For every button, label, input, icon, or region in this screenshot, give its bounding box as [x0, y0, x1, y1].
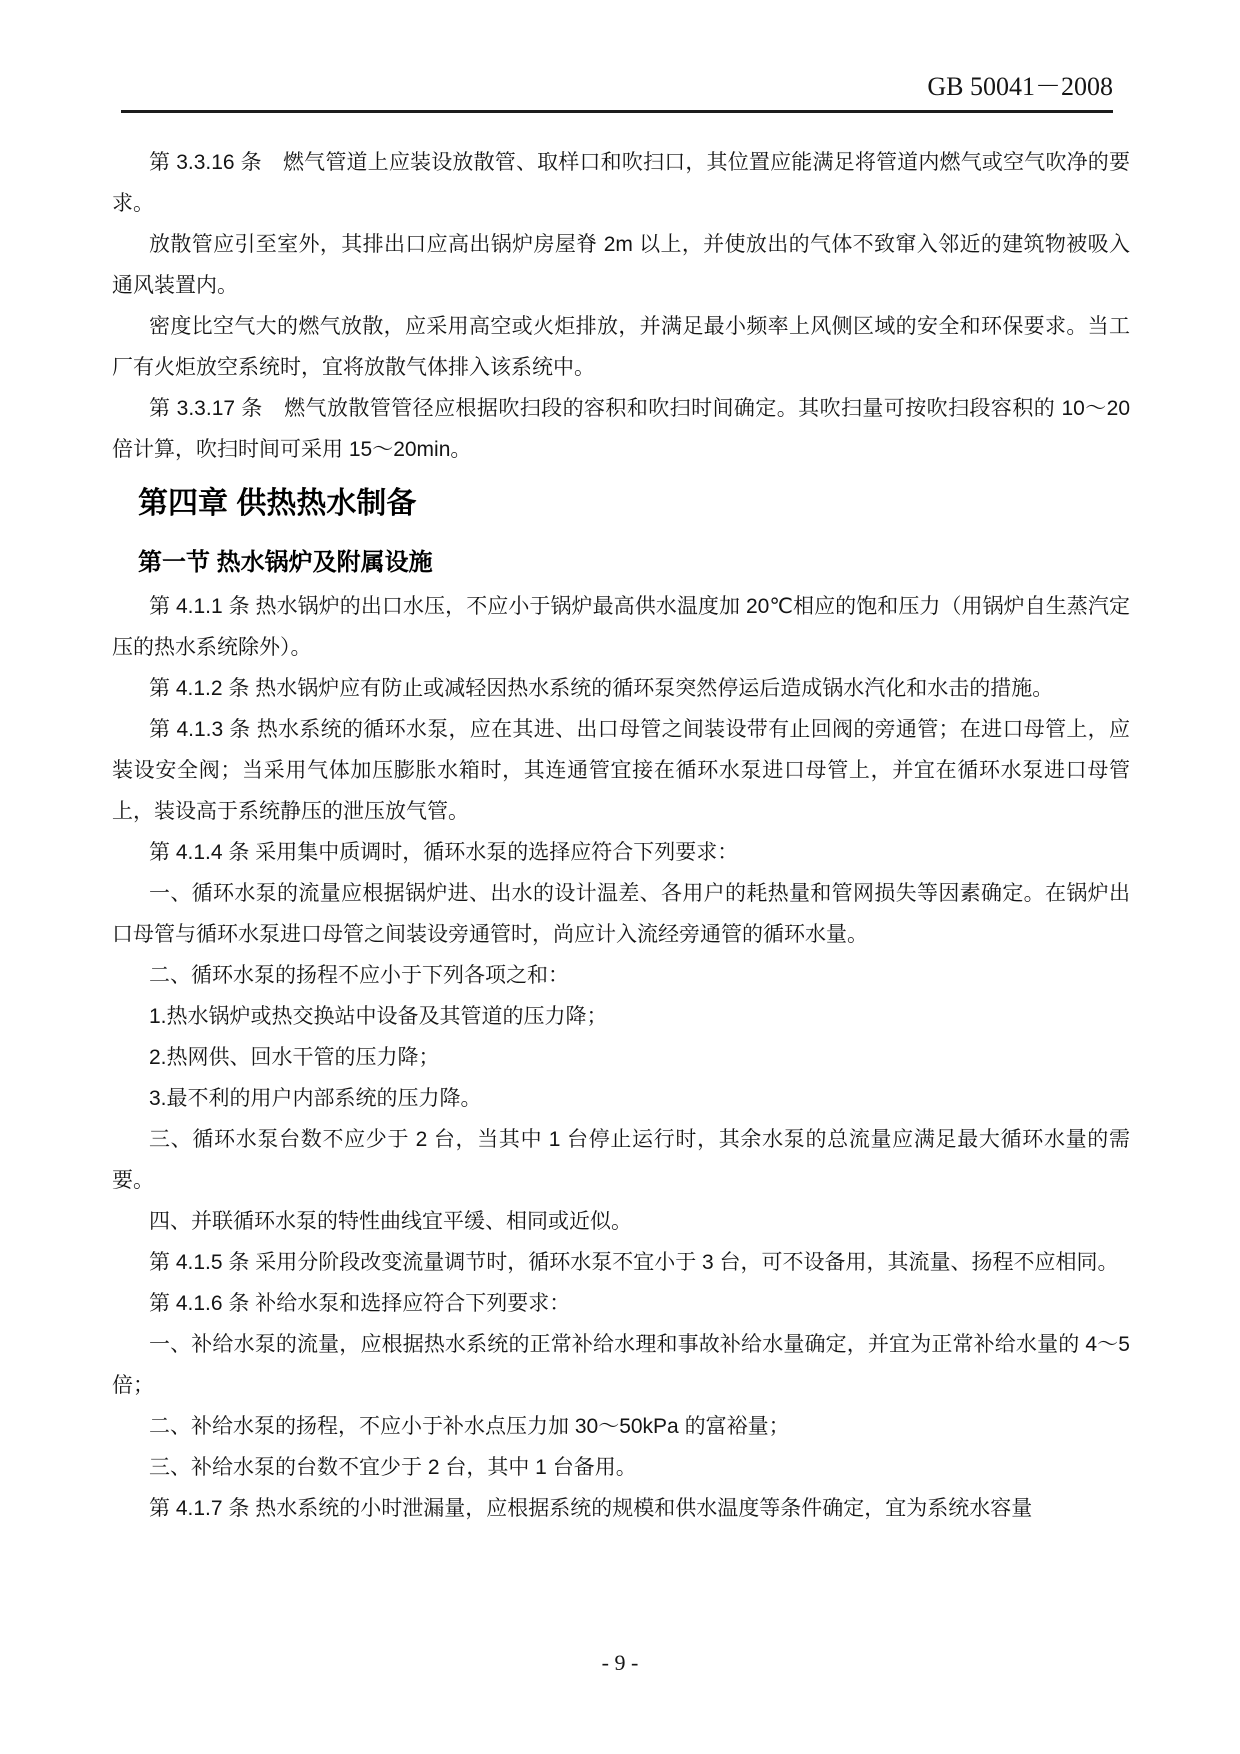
paragraph-item: 二、补给水泵的扬程，不应小于补水点压力加 30～50kPa 的富裕量； [149, 1415, 790, 1438]
paragraph-clause: 第 4.1.4 条 采用集中质调时，循环水泵的选择应符合下列要求： [149, 841, 739, 864]
paragraph-subitem: 1.热水锅炉或热交换站中设备及其管道的压力降； [149, 1005, 608, 1028]
paragraph-clause: 第 4.1.1 条 热水锅炉的出口水压，不应小于锅炉最高供水温度加 20℃相应的饱和压力（用锅炉自生蒸汽定压的热水系统除外）。 [112, 595, 1130, 659]
section-heading: 第一节 热水锅炉及附属设施 [138, 549, 433, 576]
chapter-heading: 第四章 供热热水制备 [138, 487, 417, 520]
document-body [112, 142, 1130, 1529]
paragraph-clause: 第 4.1.3 条 热水系统的循环水泵，应在其进、出口母管之间装设带有止回阀的旁通管；在进口母管上，应装设安全阀；当采用气体加压膨胀水箱时，其连通管宜接在循环水泵进口母管上，并宜在循环水泵进口母管上，装设高于系统静压的泄压放气管。 [112, 718, 1130, 823]
paragraph-item: 三、补给水泵的台数不宜少于 2 台，其中 1 台备用。 [149, 1456, 637, 1479]
page-number: - 9 - [601, 1650, 639, 1675]
page-header-standard-code: GB 50041－2008 [927, 72, 1113, 101]
paragraph-item: 二、循环水泵的扬程不应小于下列各项之和： [149, 964, 569, 987]
paragraph-clause: 第 4.1.7 条 热水系统的小时泄漏量，应根据系统的规模和供水温度等条件确定，宜为系统水容量 [149, 1497, 1033, 1520]
paragraph-clause: 第 4.1.5 条 采用分阶段改变流量调节时，循环水泵不宜小于 3 台，可不设备用，其流量、扬程不应相同。 [149, 1251, 1119, 1274]
paragraph-clause: 第 4.1.6 条 补给水泵和选择应符合下列要求： [149, 1292, 571, 1315]
paragraph-item: 一、补给水泵的流量，应根据热水系统的正常补给水理和事故补给水量确定，并宜为正常补给水量的 4～5 倍； [112, 1333, 1130, 1397]
header-divider-rule [121, 110, 1113, 113]
paragraph-body: 放散管应引至室外，其排出口应高出锅炉房屋脊 2m 以上，并使放出的气体不致窜入邻近的建筑物被吸入通风装置内。 [112, 233, 1130, 297]
paragraph-item: 一、循环水泵的流量应根据锅炉进、出水的设计温差、各用户的耗热量和管网损失等因素确定。在锅炉出口母管与循环水泵进口母管之间装设旁通管时，尚应计入流经旁通管的循环水量。 [112, 882, 1130, 946]
paragraph-clause: 第 4.1.2 条 热水锅炉应有防止或减轻因热水系统的循环泵突然停运后造成锅水汽化和水击的措施。 [149, 677, 1054, 700]
paragraph-clause: 第 3.3.17 条 燃气放散管管径应根据吹扫段的容积和吹扫时间确定。其吹扫量可按吹扫段容积的 10～20 倍计算，吹扫时间可采用 15～20min。 [112, 397, 1130, 461]
paragraph-clause: 第 3.3.16 条 燃气管道上应装设放散管、取样口和吹扫口，其位置应能满足将管道内燃气或空气吹净的要求。 [112, 151, 1130, 215]
paragraph-item: 三、循环水泵台数不应少于 2 台，当其中 1 台停止运行时，其余水泵的总流量应满足最大循环水量的需要。 [112, 1128, 1130, 1192]
paragraph-subitem: 2.热网供、回水干管的压力降； [149, 1046, 440, 1069]
paragraph-subitem: 3.最不利的用户内部系统的压力降。 [149, 1087, 482, 1110]
paragraph-item: 四、并联循环水泵的特性曲线宜平缓、相同或近似。 [149, 1210, 632, 1233]
paragraph-body: 密度比空气大的燃气放散，应采用高空或火炬排放，并满足最小频率上风侧区域的安全和环保要求。当工厂有火炬放空系统时，宜将放散气体排入该系统中。 [112, 315, 1130, 379]
